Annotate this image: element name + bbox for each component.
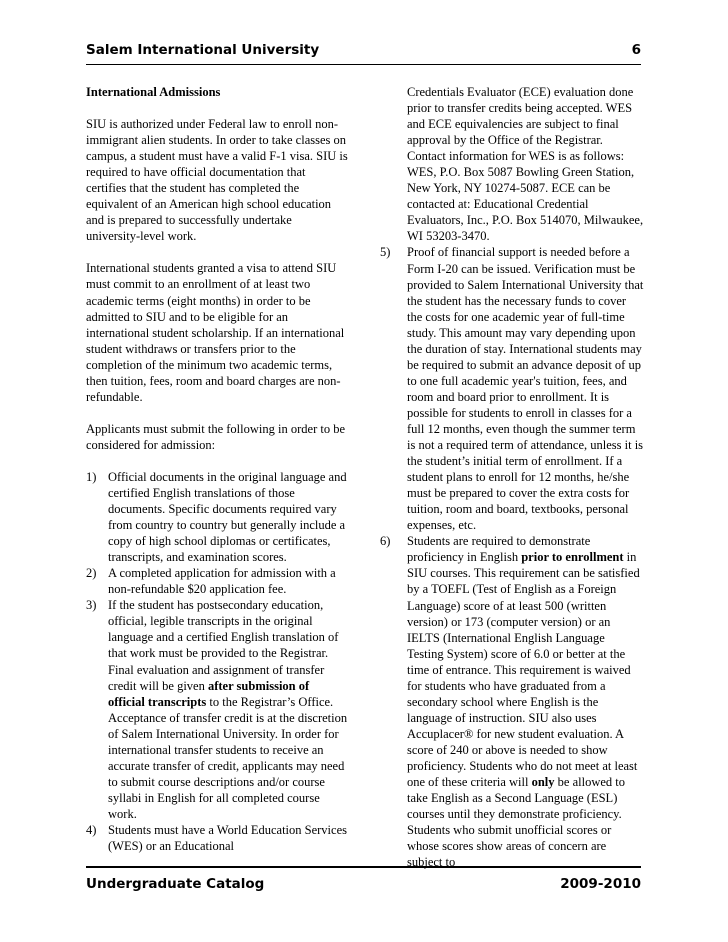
paragraph: Applicants must submit the following in order to be considered for admission: xyxy=(86,421,345,452)
emphasis-text: after submission of official transcripts xyxy=(108,678,310,709)
list-item-continuation: Credentials Evaluator (ECE) evaluation done prior to transfer credits being accepted. WES and ECE equivalencies are subject to final approval by the Office of the Registrar. Contact information for WES is as follows: WES, P.O. Box 5087 Bowling Green Station, New York, NY 10274-5087. ECE can be contacted at: Educational Credential Evaluators, Inc., P.O. Box 514070, Milwaukee, WI 53203-3470. xyxy=(407,85,644,244)
item-text: Students are required to demonstrate proficiency in English xyxy=(407,534,591,565)
list-item xyxy=(380,244,644,533)
requirements-list xyxy=(86,469,348,854)
section-title: International Admissions xyxy=(86,85,221,99)
list-item xyxy=(380,533,644,870)
list-item xyxy=(86,597,348,822)
footer-title: Undergraduate Catalog xyxy=(86,876,265,892)
list-item xyxy=(86,565,348,597)
paragraph: International students granted a visa to attend SIU must commit to an enrollment of at least two academic terms (eight months) in order to be admitted to SIU and to be eligible for an international student scholarship. If an international student withdraws or transfers prior to the completion of the minimum two academic terms, then tuition, fees, room and board charges are non-refundable. xyxy=(86,261,345,404)
right-column xyxy=(380,84,644,870)
item-text: Proof of financial support is needed before a Form I-20 can be issued. Verification must be provided to Salem International University that the student has the necessary funds to cover the costs for one academic year of full-time study. This amount may vary depending upon the duration of stay. International students may be required to submit an advance deposit of up to one full academic year's tuition, fees, and room and board prior to enrollment. It is possible for students to enroll in classes for a full 12 months, even though the summer term is not a required term of attendance, unless it is the student’s initial term of enrollment. If a student plans to enroll for 12 months, he/she must be prepared to cover the extra costs for tuition, room and board, textbooks, personal expenses, etc. xyxy=(407,245,644,533)
page-header xyxy=(86,42,641,65)
paragraph: SIU is authorized under Federal law to enroll non-immigrant alien students. In order to take classes on campus, a student must have a valid F-1 visa. SIU is required to have official documentation that certifies that the student has completed the equivalent of an American high school education and is prepared to successfully undertake university-level work. xyxy=(86,117,348,244)
item-number: 2) xyxy=(86,566,97,581)
item-number: 3) xyxy=(86,598,97,613)
item-text: Official documents in the original language and certified English translations of those documents. Specific documents required vary from country to country but generally include a copy of high school diplomas or certificates, transcripts, and examination scores. xyxy=(108,469,347,565)
emphasis-text: only xyxy=(531,775,555,790)
item-text: to the Registrar’s Office. Acceptance of transfer credit is at the discretion of Salem International University. In order for international transfer students to receive an accurate transfer of credit, applicants may need to submit course descriptions and/or course syllabi in English for all completed course work. xyxy=(108,694,348,821)
emphasis-text: prior to enrollment xyxy=(521,550,624,565)
header-title: Salem International University xyxy=(86,42,320,58)
item-text: in SIU courses. This requirement can be satisfied by a TOEFL (Test of English as a Foreign Language) score of at least 500 (written version) or 173 (computer version) or an IELTS (International English Language Testing System) score of 6.0 or better at the time of entrance. This requirement is waived for students who have graduated from a secondary school where English is the language of instruction. SIU also uses Accuplacer® for new student evaluation. A score of 240 or above is needed to show proficiency. Students who do not meet at least one of these criteria will xyxy=(407,550,640,790)
item-text: Students must have a World Education Services (WES) or an Educational xyxy=(108,822,347,854)
item-number: 1) xyxy=(86,469,97,484)
item-text: If the student has postsecondary education, official, legible transcripts in the original language and a certified English translation of that work must be provided to the Registrar. Final evaluation and assignment of transfer credit will be given xyxy=(108,598,339,693)
left-column xyxy=(86,84,348,854)
footer-year: 2009-2010 xyxy=(560,876,641,892)
item-number: 4) xyxy=(86,822,97,837)
page-number: 6 xyxy=(631,42,641,58)
requirements-list xyxy=(380,244,644,870)
list-item xyxy=(86,822,348,854)
item-text: A completed application for admission with a non-refundable $20 application fee. xyxy=(108,566,336,597)
list-item xyxy=(86,469,348,565)
page-footer xyxy=(86,866,641,896)
item-number: 6) xyxy=(380,534,391,549)
item-number: 5) xyxy=(380,245,391,260)
item-text: be allowed to take English as a Second Language (ESL) courses until they demonstrate proficiency. Students who submit unofficial scores or whose scores show areas of concern are subject to xyxy=(407,775,626,870)
